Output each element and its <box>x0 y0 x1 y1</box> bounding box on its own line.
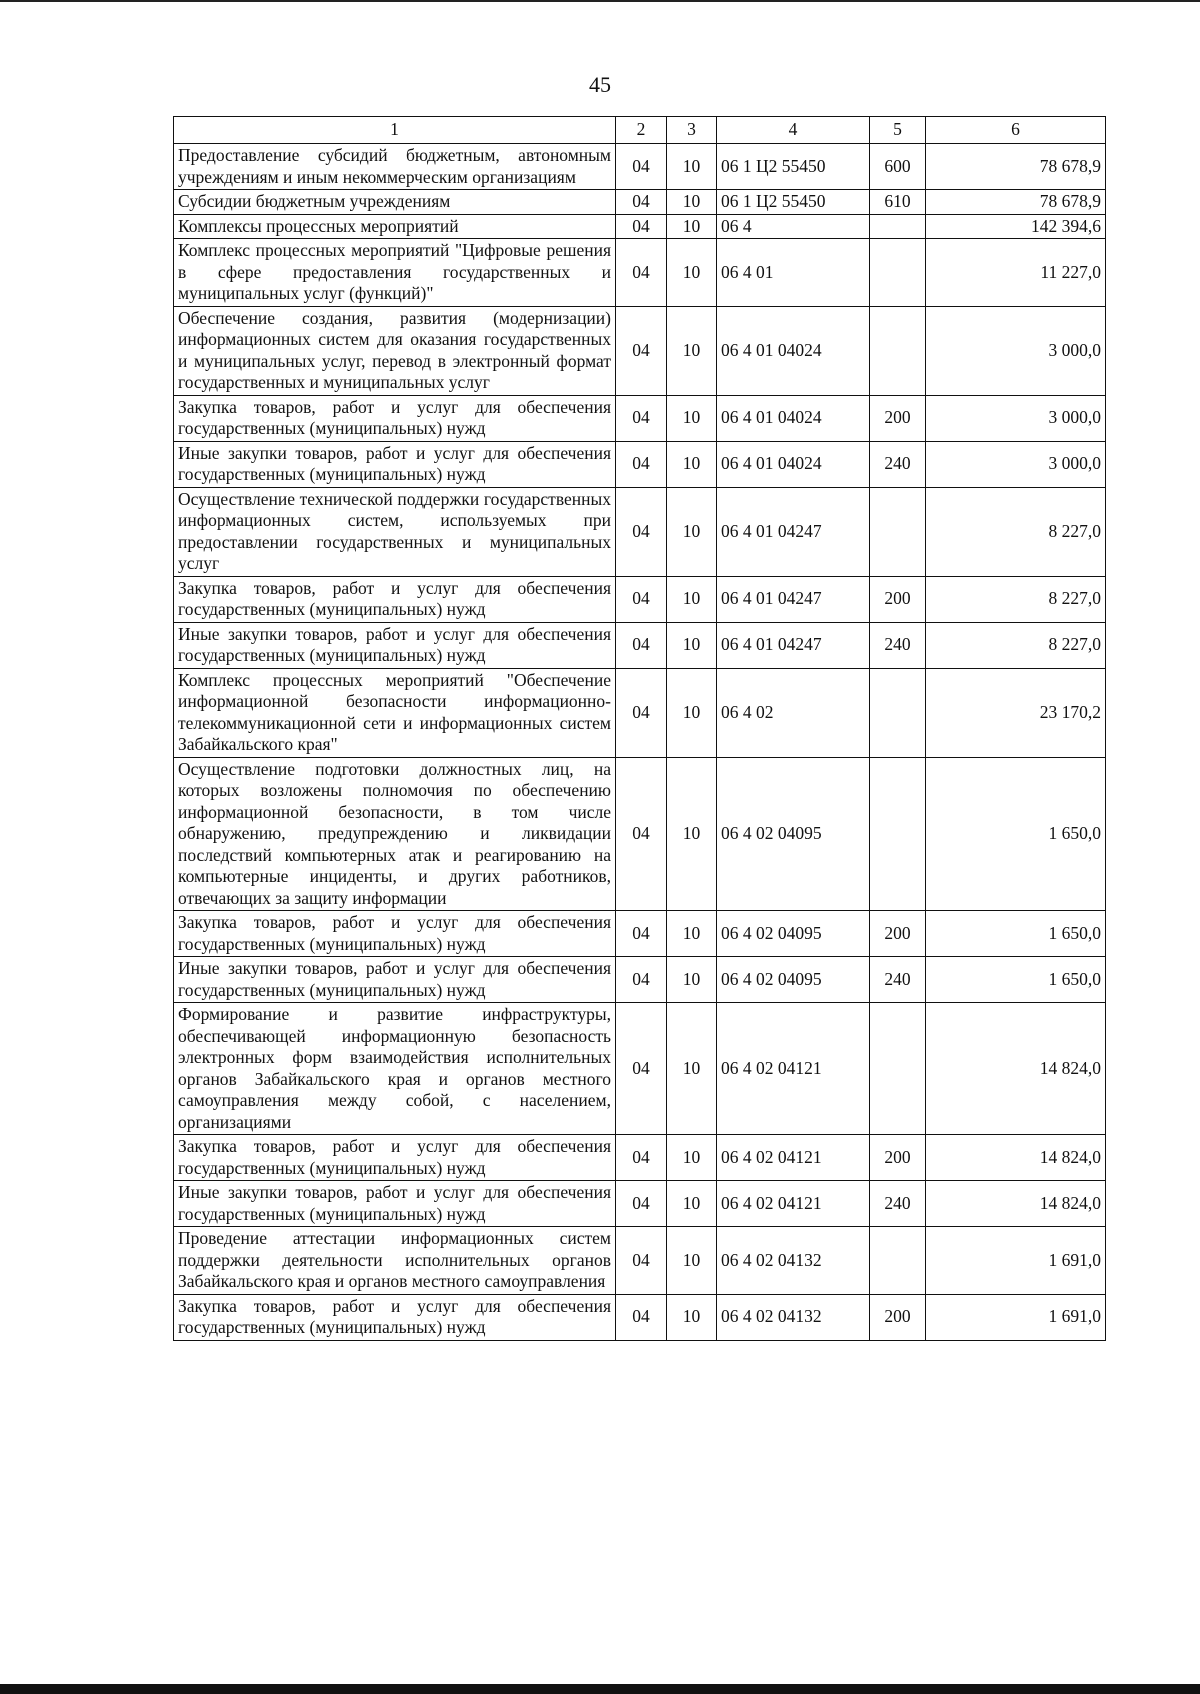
amount-cell: 3 000,0 <box>926 306 1106 395</box>
section-code-cell: 04 <box>616 306 667 395</box>
amount-cell: 78 678,9 <box>926 190 1106 215</box>
target-article-cell: 06 4 01 04024 <box>717 441 870 487</box>
amount-cell: 14 824,0 <box>926 1003 1106 1135</box>
target-article-cell: 06 4 02 04121 <box>717 1135 870 1181</box>
row-name-cell: Комплексы процессных мероприятий <box>174 214 616 239</box>
amount-cell: 8 227,0 <box>926 622 1106 668</box>
expense-type-cell: 200 <box>870 576 926 622</box>
table-row <box>174 214 1106 239</box>
subsection-code-cell: 10 <box>667 1135 717 1181</box>
target-article-cell: 06 1 Ц2 55450 <box>717 144 870 190</box>
section-code-cell: 04 <box>616 1003 667 1135</box>
section-code-cell: 04 <box>616 239 667 307</box>
section-code-cell: 04 <box>616 576 667 622</box>
table-row <box>174 576 1106 622</box>
table-row <box>174 1294 1106 1340</box>
header-cell: 6 <box>926 117 1106 144</box>
expense-type-cell: 240 <box>870 957 926 1003</box>
amount-cell: 14 824,0 <box>926 1181 1106 1227</box>
table-row <box>174 441 1106 487</box>
row-name-cell: Осуществление технической поддержки государственных информационных систем, используемых при предоставлении государственных и муниципальных услуг <box>174 487 616 576</box>
target-article-cell: 06 4 01 04024 <box>717 306 870 395</box>
subsection-code-cell: 10 <box>667 395 717 441</box>
subsection-code-cell: 10 <box>667 487 717 576</box>
target-article-cell: 06 4 01 04247 <box>717 622 870 668</box>
row-name-cell: Обеспечение создания, развития (модернизации) информационных систем для оказания государственных и муниципальных услуг, перевод в электронный формат государственных и муниципальных услуг <box>174 306 616 395</box>
table-row <box>174 1227 1106 1295</box>
section-code-cell: 04 <box>616 668 667 757</box>
header-cell: 1 <box>174 117 616 144</box>
amount-cell: 78 678,9 <box>926 144 1106 190</box>
row-name-cell: Закупка товаров, работ и услуг для обеспечения государственных (муниципальных) нужд <box>174 395 616 441</box>
subsection-code-cell: 10 <box>667 239 717 307</box>
row-name-cell: Проведение аттестации информационных систем поддержки деятельности исполнительных органов Забайкальского края и органов местного самоуправления <box>174 1227 616 1295</box>
row-name-cell: Иные закупки товаров, работ и услуг для обеспечения государственных (муниципальных) нужд <box>174 957 616 1003</box>
section-code-cell: 04 <box>616 1135 667 1181</box>
expense-type-cell <box>870 487 926 576</box>
row-name-cell: Закупка товаров, работ и услуг для обеспечения государственных (муниципальных) нужд <box>174 1135 616 1181</box>
expense-type-cell: 240 <box>870 622 926 668</box>
row-name-cell: Субсидии бюджетным учреждениям <box>174 190 616 215</box>
target-article-cell: 06 4 02 04132 <box>717 1294 870 1340</box>
expense-type-cell <box>870 306 926 395</box>
section-code-cell: 04 <box>616 441 667 487</box>
amount-cell: 1 650,0 <box>926 911 1106 957</box>
row-name-cell: Комплекс процессных мероприятий "Обеспечение информационной безопасности информационно-телекоммуникационной сети и информационных систем Забайкальского края" <box>174 668 616 757</box>
section-code-cell: 04 <box>616 1227 667 1295</box>
subsection-code-cell: 10 <box>667 957 717 1003</box>
section-code-cell: 04 <box>616 487 667 576</box>
target-article-cell: 06 4 <box>717 214 870 239</box>
expense-type-cell <box>870 1227 926 1295</box>
header-cell: 5 <box>870 117 926 144</box>
expense-type-cell: 600 <box>870 144 926 190</box>
row-name-cell: Осуществление подготовки должностных лиц, на которых возложены полномочия по обеспечению информационной безопасности, в том числе обнаружению, предупреждению и ликвидации последствий компьютерных атак и реагированию на компьютерные инциденты, и других работников, отвечающих за защиту информации <box>174 757 616 911</box>
target-article-cell: 06 4 02 04132 <box>717 1227 870 1295</box>
target-article-cell: 06 4 02 <box>717 668 870 757</box>
section-code-cell: 04 <box>616 1181 667 1227</box>
table-row <box>174 757 1106 911</box>
page-number: 45 <box>589 72 611 97</box>
expense-type-cell: 240 <box>870 1181 926 1227</box>
expense-type-cell <box>870 668 926 757</box>
amount-cell: 1 691,0 <box>926 1294 1106 1340</box>
subsection-code-cell: 10 <box>667 757 717 911</box>
header-cell: 4 <box>717 117 870 144</box>
expense-type-cell <box>870 239 926 307</box>
table-row <box>174 1003 1106 1135</box>
section-code-cell: 04 <box>616 190 667 215</box>
row-name-cell: Предоставление субсидий бюджетным, автономным учреждениям и иным некоммерческим организациям <box>174 144 616 190</box>
expense-type-cell: 200 <box>870 1135 926 1181</box>
amount-cell: 11 227,0 <box>926 239 1106 307</box>
subsection-code-cell: 10 <box>667 911 717 957</box>
section-code-cell: 04 <box>616 957 667 1003</box>
amount-cell: 8 227,0 <box>926 487 1106 576</box>
amount-cell: 3 000,0 <box>926 441 1106 487</box>
subsection-code-cell: 10 <box>667 668 717 757</box>
target-article-cell: 06 4 01 04024 <box>717 395 870 441</box>
table-row <box>174 487 1106 576</box>
row-name-cell: Иные закупки товаров, работ и услуг для обеспечения государственных (муниципальных) нужд <box>174 1181 616 1227</box>
section-code-cell: 04 <box>616 911 667 957</box>
target-article-cell: 06 4 02 04095 <box>717 757 870 911</box>
row-name-cell: Закупка товаров, работ и услуг для обеспечения государственных (муниципальных) нужд <box>174 576 616 622</box>
table-row <box>174 395 1106 441</box>
subsection-code-cell: 10 <box>667 144 717 190</box>
scan-bottom-edge <box>0 1684 1200 1694</box>
subsection-code-cell: 10 <box>667 1227 717 1295</box>
target-article-cell: 06 4 02 04095 <box>717 957 870 1003</box>
amount-cell: 1 650,0 <box>926 957 1106 1003</box>
table-row <box>174 622 1106 668</box>
section-code-cell: 04 <box>616 622 667 668</box>
section-code-cell: 04 <box>616 214 667 239</box>
table-row <box>174 957 1106 1003</box>
expense-type-cell <box>870 214 926 239</box>
section-code-cell: 04 <box>616 757 667 911</box>
section-code-cell: 04 <box>616 1294 667 1340</box>
row-name-cell: Закупка товаров, работ и услуг для обеспечения государственных (муниципальных) нужд <box>174 1294 616 1340</box>
subsection-code-cell: 10 <box>667 190 717 215</box>
subsection-code-cell: 10 <box>667 1003 717 1135</box>
section-code-cell: 04 <box>616 144 667 190</box>
section-code-cell: 04 <box>616 395 667 441</box>
amount-cell: 8 227,0 <box>926 576 1106 622</box>
amount-cell: 23 170,2 <box>926 668 1106 757</box>
row-name-cell: Комплекс процессных мероприятий "Цифровые решения в сфере предоставления государственных и муниципальных услуг (функций)" <box>174 239 616 307</box>
target-article-cell: 06 4 01 04247 <box>717 487 870 576</box>
expense-type-cell: 610 <box>870 190 926 215</box>
target-article-cell: 06 4 02 04121 <box>717 1003 870 1135</box>
row-name-cell: Иные закупки товаров, работ и услуг для обеспечения государственных (муниципальных) нужд <box>174 622 616 668</box>
header-row <box>174 117 1106 144</box>
subsection-code-cell: 10 <box>667 214 717 239</box>
target-article-cell: 06 4 02 04121 <box>717 1181 870 1227</box>
expense-type-cell <box>870 757 926 911</box>
target-article-cell: 06 4 01 04247 <box>717 576 870 622</box>
table-row <box>174 306 1106 395</box>
table-row <box>174 668 1106 757</box>
expense-type-cell: 200 <box>870 1294 926 1340</box>
subsection-code-cell: 10 <box>667 441 717 487</box>
header-cell: 3 <box>667 117 717 144</box>
amount-cell: 1 650,0 <box>926 757 1106 911</box>
subsection-code-cell: 10 <box>667 622 717 668</box>
target-article-cell: 06 1 Ц2 55450 <box>717 190 870 215</box>
table-row <box>174 239 1106 307</box>
subsection-code-cell: 10 <box>667 1294 717 1340</box>
table-row <box>174 911 1106 957</box>
table-row <box>174 144 1106 190</box>
subsection-code-cell: 10 <box>667 306 717 395</box>
header-cell: 2 <box>616 117 667 144</box>
amount-cell: 142 394,6 <box>926 214 1106 239</box>
expense-type-cell: 200 <box>870 911 926 957</box>
table-row <box>174 1135 1106 1181</box>
row-name-cell: Иные закупки товаров, работ и услуг для обеспечения государственных (муниципальных) нужд <box>174 441 616 487</box>
expense-type-cell: 200 <box>870 395 926 441</box>
row-name-cell: Формирование и развитие инфраструктуры, обеспечивающей информационную безопасность электронных форм взаимодействия исполнительных органов Забайкальского края и органов местного самоуправления между собой, с населением, организациями <box>174 1003 616 1135</box>
amount-cell: 3 000,0 <box>926 395 1106 441</box>
amount-cell: 1 691,0 <box>926 1227 1106 1295</box>
expense-type-cell: 240 <box>870 441 926 487</box>
table-row <box>174 1181 1106 1227</box>
subsection-code-cell: 10 <box>667 576 717 622</box>
amount-cell: 14 824,0 <box>926 1135 1106 1181</box>
target-article-cell: 06 4 02 04095 <box>717 911 870 957</box>
table-row <box>174 190 1106 215</box>
scan-top-edge <box>0 0 1200 2</box>
target-article-cell: 06 4 01 <box>717 239 870 307</box>
budget-table <box>173 116 1106 1341</box>
row-name-cell: Закупка товаров, работ и услуг для обеспечения государственных (муниципальных) нужд <box>174 911 616 957</box>
expense-type-cell <box>870 1003 926 1135</box>
subsection-code-cell: 10 <box>667 1181 717 1227</box>
